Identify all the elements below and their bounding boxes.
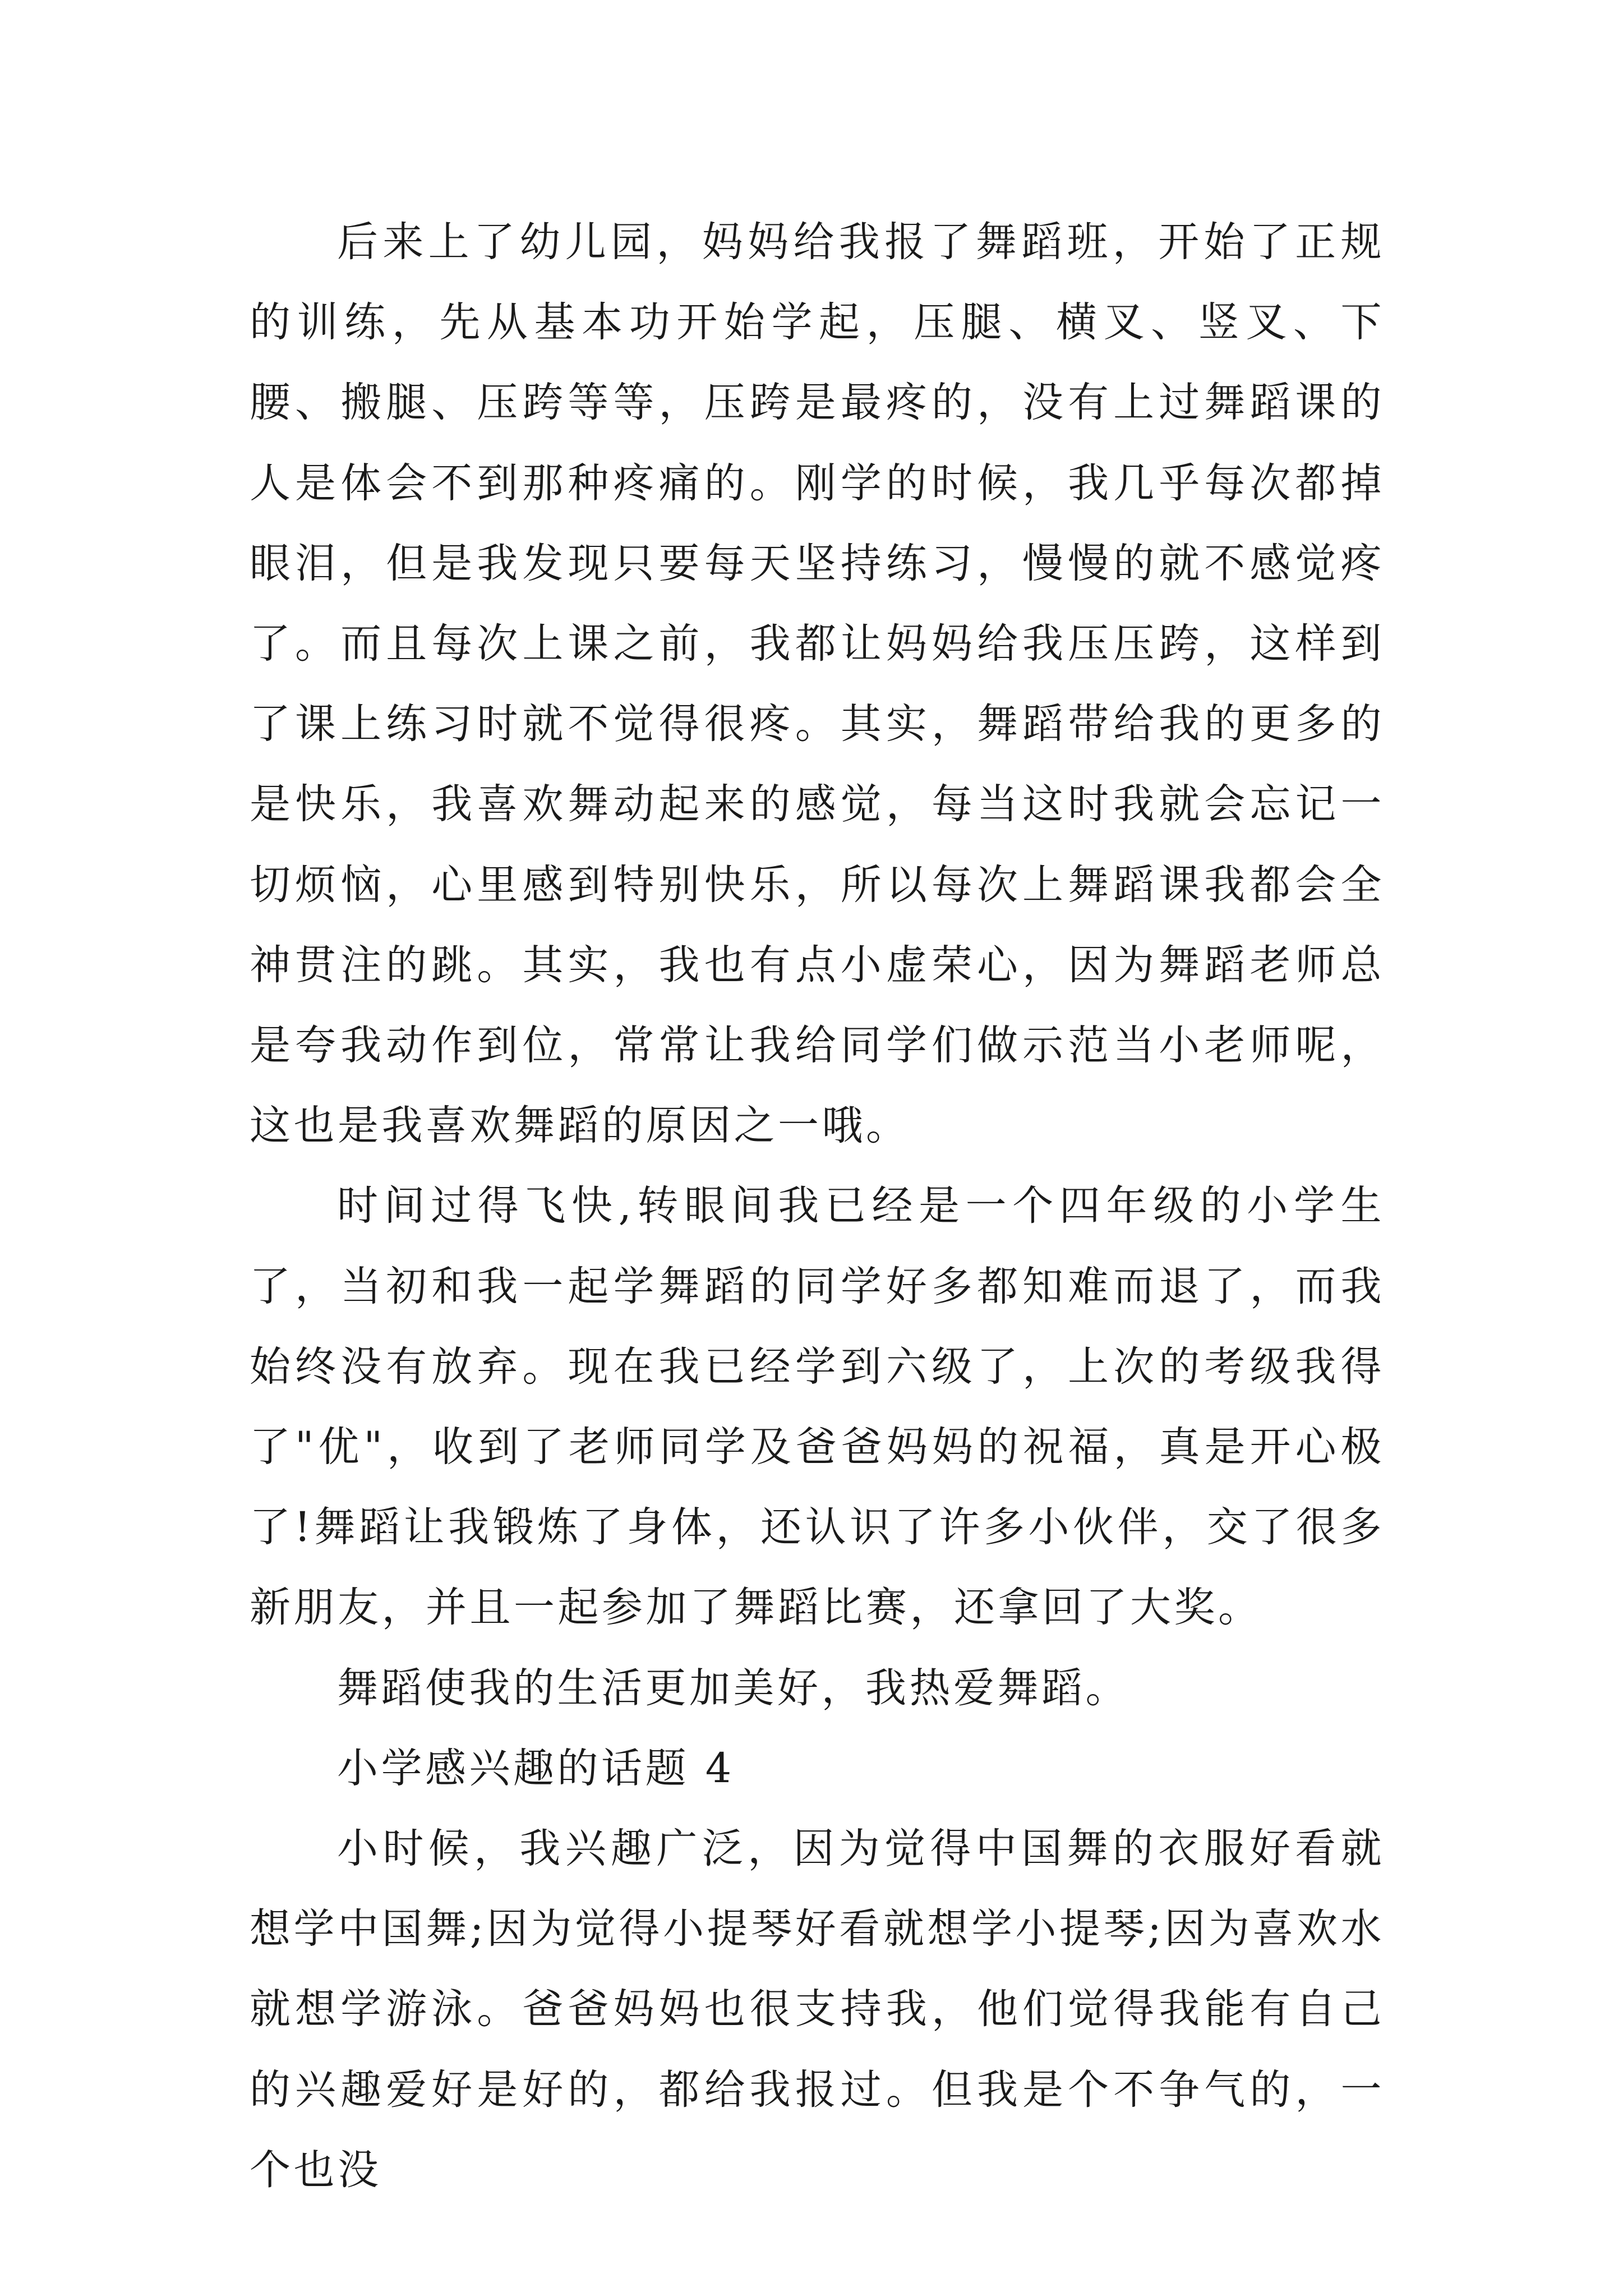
section-heading: 小学感兴趣的话题 4 xyxy=(337,1744,735,1792)
paragraph-fourth-grade: 时间过得飞快,转眼间我已经是一个四年级的小学生了，当初和我一起学舞蹈的同学好多都知难而退了，而我始终没有放弃。现在我已经学到六级了，上次的考级我得了"优"，收到了老师同学及爸爸妈妈的祝福，真是开心极了!舞蹈让我锻炼了身体，还认识了许多小伙伴，交了很多新朋友，并且一起参加了舞蹈比赛，还拿回了大奖。 xyxy=(250,1182,1385,1632)
paragraph-childhood-interests: 小时候，我兴趣广泛，因为觉得中国舞的衣服好看就想学中国舞;因为觉得小提琴好看就想学小提琴;因为喜欢水就想学游泳。爸爸妈妈也很支持我，他们觉得我能有自己的兴趣爱好是好的，都给我报过。但我是个不争气的，一个也没 xyxy=(250,1825,1385,2194)
paragraph-dance-class: 后来上了幼儿园，妈妈给我报了舞蹈班，开始了正规的训练，先从基本功开始学起，压腿、横叉、竖叉、下腰、搬腿、压跨等等，压跨是最疼的，没有上过舞蹈课的人是体会不到那种疼痛的。刚学的时候，我几乎每次都掉眼泪，但是我发现只要每天坚持练习，慢慢的就不感觉疼了。而且每次上课之前，我都让妈妈给我压压跨，这样到了课上练习时就不觉得很疼。其实，舞蹈带给我的更多的是快乐，我喜欢舞动起来的感觉，每当这时我就会忘记一切烦恼，心里感到特别快乐，所以每次上舞蹈课我都会全神贯注的跳。其实，我也有点小虚荣心，因为舞蹈老师总是夸我动作到位，常常让我给同学们做示范当小老师呢，这也是我喜欢舞蹈的原因之一哦。 xyxy=(250,218,1385,1150)
paragraph-love-dance: 舞蹈使我的生活更加美好，我热爱舞蹈。 xyxy=(337,1664,1129,1712)
document-body xyxy=(250,202,1385,2210)
